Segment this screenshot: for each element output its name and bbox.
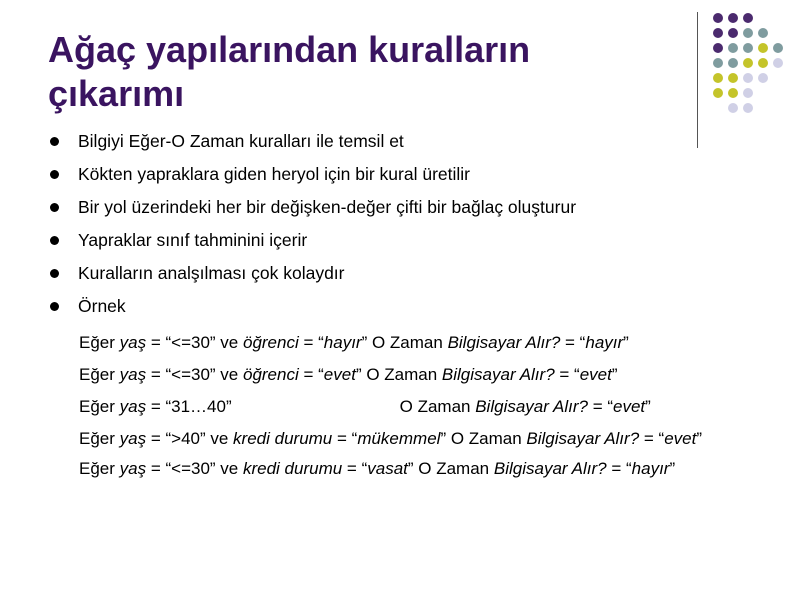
rule-line: Eğer yaş = “>40” ve kredi durumu = “mükemmel” O Zaman Bilgisayar Alır? = “evet” [79, 429, 703, 448]
decorative-dot [728, 13, 738, 23]
decorative-dot [713, 88, 723, 98]
rule-line: Eğer yaş = “<=30” ve öğrenci = “evet” O Zaman Bilgisayar Alır? = “evet” [79, 365, 618, 384]
decorative-dot [743, 103, 753, 113]
decorative-dot [743, 13, 753, 23]
bullet-dot-icon [50, 269, 59, 278]
bullet-dot-icon [50, 302, 59, 311]
bullet-item: Örnek [48, 290, 576, 323]
decorative-dot [743, 73, 753, 83]
bullet-dot-icon [50, 236, 59, 245]
decorative-dot [728, 28, 738, 38]
decorative-dot [758, 43, 768, 53]
decorative-dot [713, 43, 723, 53]
bullet-item: Yapraklar sınıf tahminini içerir [48, 224, 576, 257]
decorative-dot [758, 28, 768, 38]
decorative-dot [773, 43, 783, 53]
rule-line: Eğer yaş = “31…40” O Zaman Bilgisayar Alır? = “evet” [79, 397, 651, 416]
decorative-dot [773, 58, 783, 68]
decorative-dot [743, 58, 753, 68]
rule-line: Eğer yaş = “<=30” ve öğrenci = “hayır” O Zaman Bilgisayar Alır? = “hayır” [79, 333, 629, 352]
bullet-item: Kökten yapraklara giden heryol için bir kural üretilir [48, 158, 576, 191]
bullet-item: Bir yol üzerindeki her bir değişken-değer çifti bir bağlaç oluşturur [48, 191, 576, 224]
decorative-dot [713, 58, 723, 68]
decorative-dot [743, 88, 753, 98]
bullet-dot-icon [50, 137, 59, 146]
decorative-dot [743, 43, 753, 53]
decorative-dot [728, 43, 738, 53]
decorative-dot [758, 73, 768, 83]
decorative-dot [713, 28, 723, 38]
decorative-dot [713, 13, 723, 23]
decorative-dot [713, 73, 723, 83]
bullet-dot-icon [50, 170, 59, 179]
vertical-divider [697, 12, 698, 148]
decorative-dot [743, 28, 753, 38]
decorative-dot [758, 58, 768, 68]
bullet-list [48, 125, 576, 323]
bullet-item: Bilgiyi Eğer-O Zaman kuralları ile temsil et [48, 125, 576, 158]
decorative-dot [728, 103, 738, 113]
rule-line: Eğer yaş = “<=30” ve kredi durumu = “vasat” O Zaman Bilgisayar Alır? = “hayır” [79, 459, 676, 478]
decorative-dot [728, 73, 738, 83]
bullet-dot-icon [50, 203, 59, 212]
decorative-dot [728, 58, 738, 68]
example-rules [79, 328, 759, 484]
bullet-item: Kuralların analşılması çok kolaydır [48, 257, 576, 290]
slide-title: Ağaç yapılarından kuralların çıkarımı [48, 29, 531, 114]
decorative-dot [728, 88, 738, 98]
